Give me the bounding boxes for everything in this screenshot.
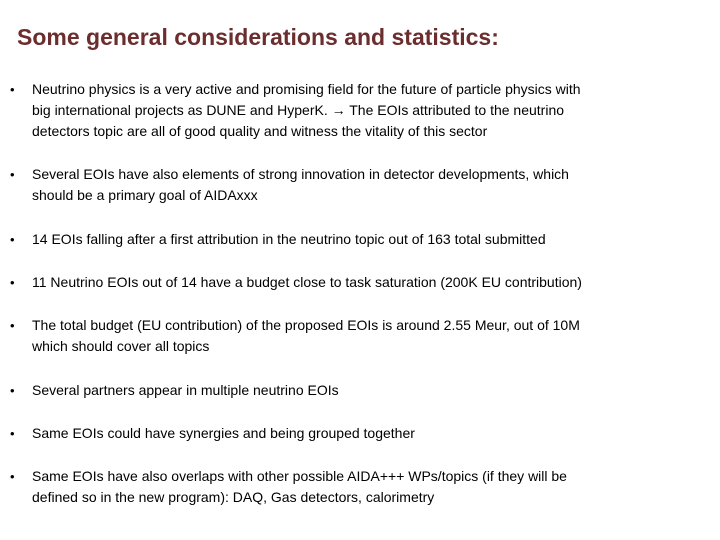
bullet-line: 14 EOIs falling after a first attribution in the neutrino topic out of 163 total submitted xyxy=(32,231,546,247)
bullet-line: Same EOIs could have synergies and being grouped together xyxy=(32,425,415,441)
bullet-text xyxy=(32,315,697,357)
bullet-line: which should cover all topics xyxy=(32,338,210,354)
bullet-line: 11 Neutrino EOIs out of 14 have a budget close to task saturation (200K EU contribution) xyxy=(32,274,582,290)
bullet-dot: • xyxy=(10,232,15,247)
bullet-line: detectors topic are all of good quality and witness the vitality of this sector xyxy=(32,123,488,139)
bullet-text xyxy=(32,79,697,142)
bullet-dot: • xyxy=(10,469,15,484)
right-arrow-icon: → xyxy=(331,102,346,118)
bullet-dot: • xyxy=(10,318,15,333)
bullet-dot: • xyxy=(10,383,15,398)
slide-title: Some general considerations and statistics: xyxy=(17,24,499,50)
bullet-line: defined so in the new program): DAQ, Gas detectors, calorimetry xyxy=(32,489,435,505)
bullet-dot: • xyxy=(10,167,15,182)
bullet-line: Several partners appear in multiple neutrino EOIs xyxy=(32,382,339,398)
bullet-line: should be a primary goal of AIDAxxx xyxy=(32,187,258,203)
bullet-text xyxy=(32,164,697,206)
bullet-text xyxy=(32,229,697,250)
bullet-line: Same EOIs have also overlaps with other possible AIDA+++ WPs/topics (if they will be xyxy=(32,468,567,484)
bullet-dot: • xyxy=(10,426,15,441)
bullet-line-part: The EOIs attributed to the neutrino xyxy=(349,102,565,118)
bullet-text xyxy=(32,466,697,508)
bullet-text xyxy=(32,272,697,293)
bullet-dot: • xyxy=(10,275,15,290)
bullet-line: Several EOIs have also elements of strong innovation in detector developments, which xyxy=(32,166,569,182)
bullet-text xyxy=(32,380,697,401)
bullet-line xyxy=(32,100,697,121)
bullet-line: Neutrino physics is a very active and promising field for the future of particle physics with xyxy=(32,81,581,97)
bullet-line-part: big international projects as DUNE and HyperK. xyxy=(32,102,328,118)
bullet-dot: • xyxy=(10,82,15,97)
bullet-line: The total budget (EU contribution) of the proposed EOIs is around 2.55 Meur, out of 10M xyxy=(32,317,580,333)
bullet-text xyxy=(32,423,697,444)
